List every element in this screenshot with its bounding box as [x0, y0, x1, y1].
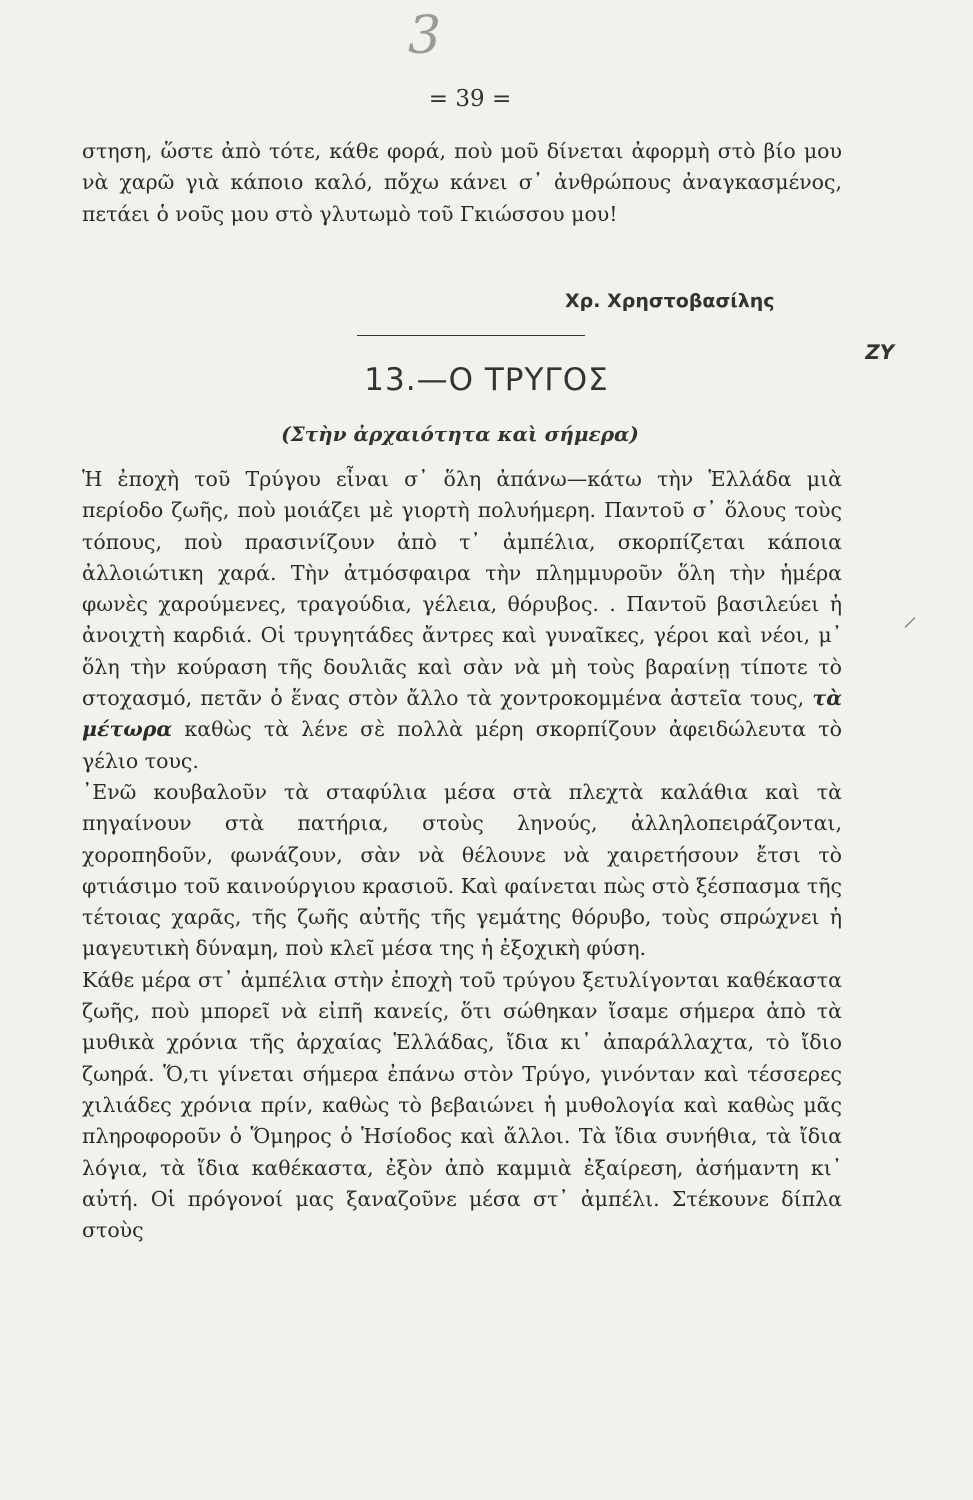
article-title: 13.—Ο ΤΡΥΓΟΣ — [364, 362, 609, 398]
article-body — [82, 464, 842, 1246]
previous-article-text: στηση, ὥστε ἀπὸ τότε, κάθε φορά, ποὺ μοῦ δίνεται ἀφορμὴ στὸ βίο μου νὰ χαρῶ γιὰ κάποιο καλό, πὄχω κάνει σ᾽ ἀνθρώπους ἀναγκασμένος, πετάει ὁ νοῦς μου στὸ γλυτωμὸ τοῦ Γκιώσσου μου! — [82, 139, 842, 226]
article-subtitle: (Στὴν ἀρχαιότητα καὶ σήμερα) — [281, 422, 639, 446]
pencil-mark — [905, 617, 916, 628]
stamp-icon: ZY — [863, 340, 897, 364]
paragraph-3: Κάθε μέρα στ᾽ ἀμπέλια στὴν ἐποχὴ τοῦ τρύγου ξετυλίγονται καθέκαστα ζωῆς, ποὺ μπορεῖ νὰ εἰπῆ κανείς, ὅτι σώθηκαν ἴσαμε σήμερα ἀπὸ τὰ μυθικὰ χρόνια τῆς ἀρχαίας Ἑλλάδας, ἴδια κι᾽ ἀπαράλλαχτα, τὸ ἴδιο ζωηρά. Ὅ,τι γίνεται σήμερα ἐπάνω στὸν Τρύγο, γινόνταν καὶ τέσσερες χιλιάδες χρόνια πρίν, καθὼς τὸ βεβαιώνει ἡ μυθολογία καὶ καθὼς μᾶς πληροφοροῦν ὁ Ὅμηρος ὁ Ἡσίοδος καὶ ἄλλοι. Τὰ ἴδια συνήθια, τὰ ἴδια λόγια, τὰ ἴδια καθέκαστα, ἐξὸν ἀπὸ καμμιὰ ἐξαίρεση, ἀσήμαντη κι᾽ αὐτή. Οἱ πρόγονοί μας ξαναζοῦνε μέσα στ᾽ ἀμπέλι. Στέκουνε δίπλα στοὺς — [82, 967, 842, 1243]
paragraph-1-part-2: καθὼς τὰ λένε σὲ πολλὰ μέρη σκορπίζουν ἀφειδώλευτα τὸ γέλιο τους. — [82, 717, 842, 773]
previous-article-ending — [82, 136, 842, 230]
page-number: = 39 = — [428, 86, 512, 112]
paragraph-1 — [82, 464, 842, 777]
section-divider — [357, 335, 585, 336]
paragraph-1-part-1: Ἡ ἐποχὴ τοῦ Τρύγου εἶναι σ᾽ ὅλη ἀπάνω—κάτω τὴν Ἑλλάδα μιὰ περίοδο ζωῆς, ποὺ μοιάζει μὲ γιορτὴ πολυήμερη. Παντοῦ σ᾽ ὅλους τοὺς τόπους, ποὺ πρασινίζουν ἀπὸ τ᾽ ἀμπέλια, σκορπίζεται κάποια ἀλλοιώτικη χαρά. Τὴν ἀτμόσφαιρα τὴν πλημμυροῦν ὅλη τὴν ἡμέρα φωνὲς χαρούμενες, τραγούδια, γέλεια, θόρυβος. . Παντοῦ βασιλεύει ἡ ἀνοιχτὴ καρδιά. Οἱ τρυγητάδες ἄντρες καὶ γυναῖκες, γέροι καὶ νέοι, μ᾽ ὅλη τὴν κούραση τῆς δουλιᾶς καὶ σὰν νὰ μὴ τοὺς βαραίνῃ τίποτε τὸ στοχασμό, πετᾶν ὁ ἕνας στὸν ἄλλο τὰ χοντροκομμένα ἀστεῖα τους, — [82, 467, 842, 711]
handwritten-page-mark: 3 — [408, 6, 442, 66]
author-signature: Χρ. Χρηστοβασίλης — [565, 290, 775, 312]
emphasized-term: τὰ μέτωρα — [82, 686, 842, 742]
paragraph-2: ᾽Ενῶ κουβαλοῦν τὰ σταφύλια μέσα στὰ πλεχτὰ καλάθια καὶ τὰ πηγαίνουν στὰ πατήρια, στοὺς ληνούς, ἀλληλοπειράζονται, χοροπηδοῦν, φωνάζουν, σὰν νὰ θέλουνε νὰ χαιρετήσουν ἔτσι τὸ φτιάσιμο τοῦ καινούργιου κρασιοῦ. Καὶ φαίνεται πὼς στὸ ξέσπασμα τῆς τέτοιας χαρᾶς, τῆς ζωῆς αὐτῆς τῆς γεμάτης θόρυβο, τοὺς σπρώχνει ἡ μαγευτικὴ δύναμη, ποὺ κλεῖ μέσα της ἡ ἐξοχικὴ φύση. — [82, 779, 842, 961]
